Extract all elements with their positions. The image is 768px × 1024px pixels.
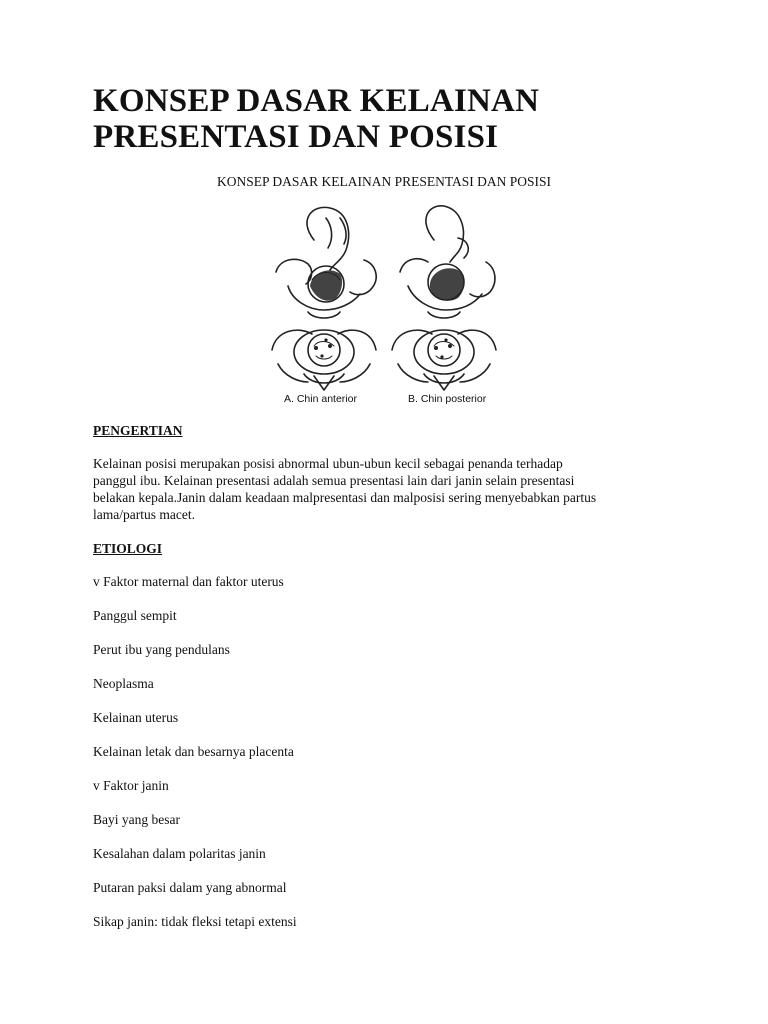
etiologi-item: v Faktor maternal dan faktor uterus xyxy=(93,574,284,589)
document-subtitle: KONSEP DASAR KELAINAN PRESENTASI DAN POSISI xyxy=(216,174,552,189)
section-heading-etiologi: ETIOLOGI xyxy=(93,541,163,556)
etiologi-item: Perut ibu yang pendulans xyxy=(93,642,230,657)
etiologi-item: Neoplasma xyxy=(93,676,154,691)
section-heading-pengertian: PENGERTIAN xyxy=(93,423,183,438)
figure-caption-chin-posterior: B. Chin posterior xyxy=(408,393,487,405)
illustration-b-top-view xyxy=(392,330,496,390)
paragraph-line: lama/partus macet. xyxy=(93,507,195,522)
etiologi-item: Kelainan letak dan besarnya placenta xyxy=(93,744,294,759)
etiologi-item: Kelainan uterus xyxy=(93,710,179,725)
etiologi-item: Panggul sempit xyxy=(93,608,177,623)
illustration-b-side-view xyxy=(400,206,495,318)
document-title-line-2: PRESENTASI DAN POSISI xyxy=(93,119,499,155)
figure-caption-chin-anterior: A. Chin anterior xyxy=(284,393,357,405)
document-title xyxy=(93,83,693,155)
paragraph-line: belakan kepala.Janin dalam keadaan malpresentasi dan malposisi sering menyebabkan partus xyxy=(93,490,597,505)
paragraph-line: panggul ibu. Kelainan presentasi adalah semua presentasi lain dari janin selain presentasi xyxy=(93,473,575,488)
paragraph-line: Kelainan posisi merupakan posisi abnormal ubun-ubun kecil sebagai penanda terhadap xyxy=(93,456,563,471)
etiologi-item: Putaran paksi dalam yang abnormal xyxy=(93,880,287,895)
etiologi-item: Sikap janin: tidak fleksi tetapi extensi xyxy=(93,914,297,929)
etiologi-item: v Faktor janin xyxy=(93,778,169,793)
paragraph-pengertian xyxy=(93,455,683,523)
etiologi-item: Bayi yang besar xyxy=(93,812,180,827)
chin-presentation-illustration xyxy=(268,200,500,412)
document-title-line-1: KONSEP DASAR KELAINAN xyxy=(93,83,540,119)
etiologi-item: Kesalahan dalam polaritas janin xyxy=(93,846,266,861)
illustration-a-top-view xyxy=(272,330,376,390)
illustration-a-side-view xyxy=(276,207,376,318)
